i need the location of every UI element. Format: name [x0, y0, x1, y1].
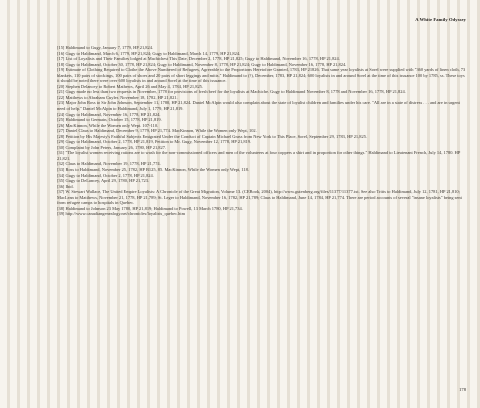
footnote: [19] Estimate of Clothing Required to Clothe the Above Numbered of Refugees, Agreeable to the Proportions Heretofore Granted, 1783, HP 21826. That same year loyalists at Sorel were supplied with "360 yards of linen cloth, 73 blankets, 110 pairs of stockings, 100 pairs of shoes and 20 pairs of short leggings and mitts." Haldimand to (?), December, 1783, HP 21,824; 600 loyalists in and around Sorel at the time of this issuance 100 by 1785, ss. These toys it should be noted there were over 600 loyalists in and around Sorel at the time of this issuance.	[57, 67, 466, 84]
page-number: 178	[459, 387, 466, 392]
footnote: [21] Gugy made no less than two requests in November, 1778 for provisions of fresh beef for the loyalists at Machiche. Gugy to Haldimand November 8, 1778 and November 16, 1778, HP 21,824.	[57, 89, 406, 95]
footnote: [36] Ibid.	[57, 183, 74, 189]
footnote: [25] Haldimand to Germain, October 15, 1778, HP 21,819.	[57, 117, 162, 123]
footnote: [26] MacKinnon, While the Women only Wept. 107-110.	[57, 122, 159, 128]
footnote: [28] Petition by His Majesty's Faithful Subjects Emigrated Under the Conduct of Captain Michael Grass from New York to This Place, Sorel, September 29, 1783, HP 21,825.	[57, 133, 368, 139]
footnote: [38] Haldimand to Johnson 23 May 1780, HP 21,819; Haldimand to Powell, 13 March 1780, HP 21,734.	[57, 205, 243, 211]
footnote: [16] Gugy to Haldimand, March 6, 1779, HP 21,824; Gugy to Haldimand, March 14, 1779, HP 21,824.	[57, 50, 241, 56]
footnote: [39] http://www.canadiangenealogy.net/chronicles/loyalists_quebec.htm	[57, 211, 186, 217]
footnote: [15] Haldimand to Gugy, January 7, 1779, HP 21,824.	[57, 45, 154, 50]
footnote: [32] Claus to Haldimand, November 19, 1778, HP 21,774.	[57, 161, 161, 167]
footnote: [31] "The loyalist women receiving rations are to wash for the non-commissioned officers and men of the volunteers at four coppers a shirt and in proportion for other things." Haldimand to Lieutenant French, July 14, 1780. HP 21,821.	[57, 150, 461, 161]
footnote: [34] Gugy to Haldimand, October 2, 1778, HP 21,824.	[57, 172, 154, 178]
footnote: [23] Major John Ross to Sir John Johnson, September 11, 1780, HP 21,824. Daniel McAlpin would also complain about the state of loyalist children and families under his care. "All are in a state of distress . . . and are in urgent need of help." Daniel McAlpin to Haldimand, July 1, 1779, HP 21,819.	[57, 100, 460, 112]
footnote: [30] Complaint by John Peters, January 26, 1780, HP 21,827.	[57, 144, 167, 150]
footnote: [37] W. Stewart Wallace, The United Empire Loyalists: A Chronicle of the Great Migration, Volume 13. (CEBook, 2004), http://www.gutenberg.org/files/11377/11377.txt. See also Tritts to Haldimand, July 12, 1781, HP 21,810; MacLean to Matthews, November 21, 1778, HP 21,789; St. Leger to Haldimand, November 16, 1782, HP 21,789; Claus to Haldimand, June 14, 1784, HP 21,774. There are period accounts of several "insane loyalists" being sent from refugee camps to hospitals in Quebec.	[57, 189, 462, 206]
footnote: [17] List of Loyalists and Their Families lodged at Machichest This Date, December 2, 1778, HP 21,825; Gugy to Haldimand, November 16, 1778, HP 21,824.	[57, 56, 340, 62]
footnote: [24] Gugy to Haldimand, November 16, 1778, HP 21,824.	[57, 111, 161, 117]
footnote: [29] Gugy to Haldimand, October 2, 1778, HP 21,819, Petition to Mr. Gugy, November 12, 1778, HP 21,819.	[57, 139, 252, 145]
footnote: [35] Gugy to DeLancey, April 29, 1780, HP 21,723.	[57, 178, 150, 184]
footnote: [20] Stephen Delancey to Robert Mathews, April 26 and May 4, 1784, HP 21,825.	[57, 83, 204, 89]
footnotes-list	[57, 45, 466, 217]
footnote: [22] Matthews to Abraham Cuyler. November 18, 1782, HP 21,821.	[57, 94, 178, 100]
footnote: [33] Ross to Haldimand, November 25, 1782, HP B125, 85. MacKinnon, While the Women only Wept, 118.	[57, 167, 249, 173]
footnote: [27] Daniel Claus to Haldimand, December 9, 1779, HP 21,774. MacKinnon, While the Women only Wept, 102.	[57, 128, 257, 134]
footnote: [18] Gugy to Haldimand, October 30, 1778, HP 21,824; Gugy to Haldimand, November 8, 1778, HP 21,824; Gugy to Haldimand, November 16, 1778, HP 21,824.	[57, 61, 347, 67]
running-head: A White Family Odyssey	[415, 17, 466, 22]
